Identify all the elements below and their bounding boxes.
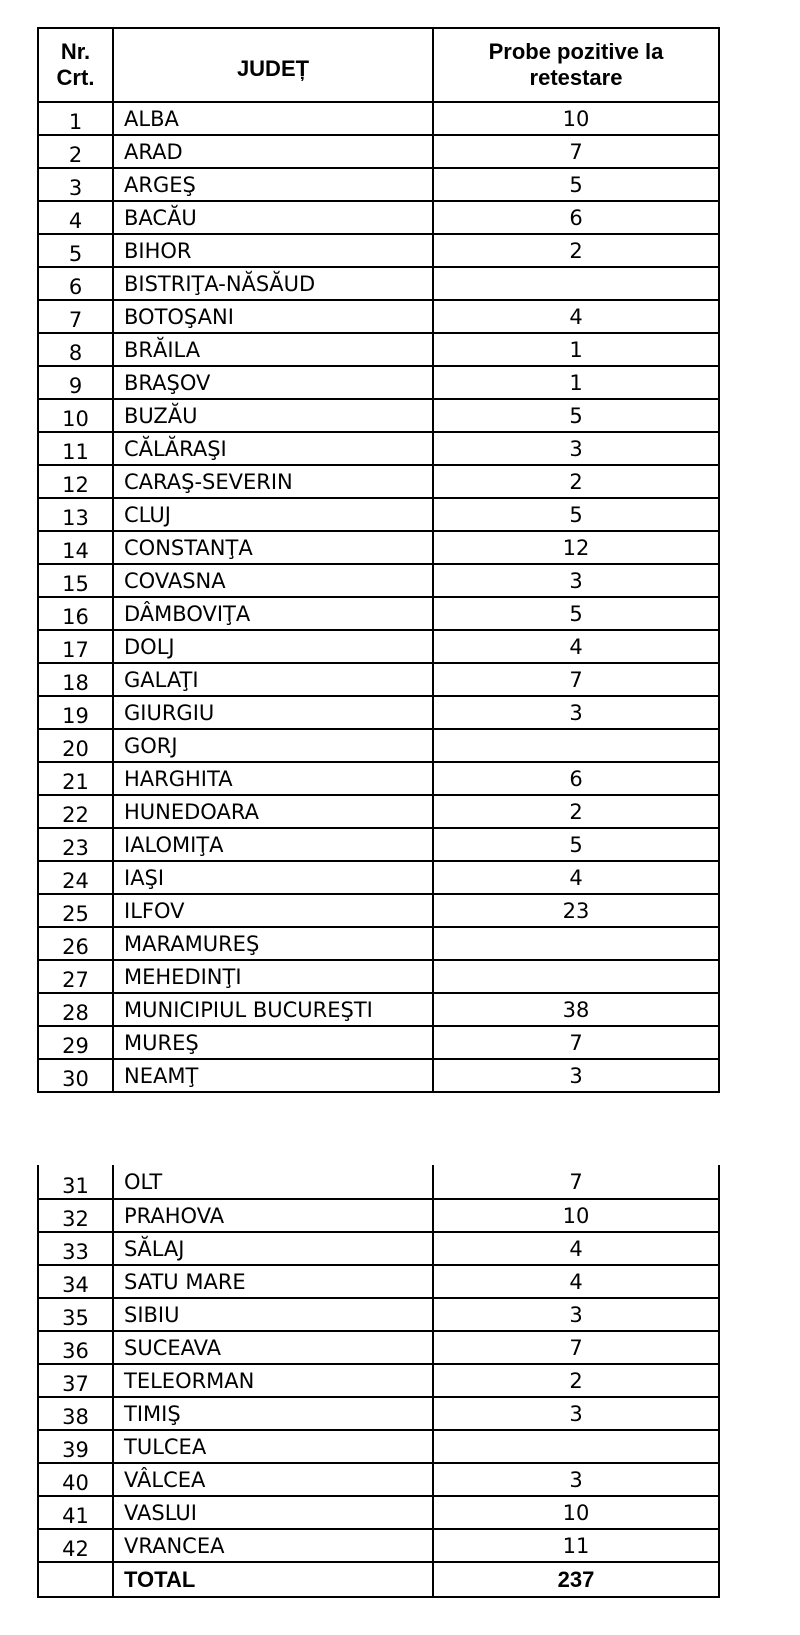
row-positive-count: 3: [433, 564, 719, 597]
row-positive-count: 5: [433, 399, 719, 432]
row-county: BRĂILA: [113, 333, 433, 366]
table-row: [38, 927, 719, 960]
table-row: [38, 1430, 719, 1463]
row-positive-count: 10: [433, 102, 719, 135]
row-positive-count: 4: [433, 300, 719, 333]
table-row: [38, 1397, 719, 1430]
total-label: TOTAL: [113, 1562, 433, 1597]
row-county: ALBA: [113, 102, 433, 135]
row-positive-count: 10: [433, 1199, 719, 1232]
row-positive-count: 5: [433, 168, 719, 201]
row-county: BRAŞOV: [113, 366, 433, 399]
row-county: VASLUI: [113, 1496, 433, 1529]
row-positive-count: 38: [433, 993, 719, 1026]
row-nr: 13: [38, 498, 113, 531]
row-positive-count: 3: [433, 696, 719, 729]
row-positive-count: 5: [433, 498, 719, 531]
table-row: [38, 729, 719, 762]
row-nr: 5: [38, 234, 113, 267]
row-county: GIURGIU: [113, 696, 433, 729]
row-nr: 36: [38, 1331, 113, 1364]
row-county: MUREŞ: [113, 1026, 433, 1059]
row-county: VÂLCEA: [113, 1463, 433, 1496]
row-positive-count: 6: [433, 201, 719, 234]
row-nr: 10: [38, 399, 113, 432]
row-positive-count: 7: [433, 1331, 719, 1364]
row-positive-count: 1: [433, 333, 719, 366]
row-nr: 15: [38, 564, 113, 597]
table-row: [38, 564, 719, 597]
table-row: [38, 861, 719, 894]
table-row: [38, 597, 719, 630]
row-nr: 26: [38, 927, 113, 960]
table-row: [38, 432, 719, 465]
row-positive-count: 23: [433, 894, 719, 927]
table-row: [38, 399, 719, 432]
row-nr: 19: [38, 696, 113, 729]
row-positive-count: 3: [433, 1298, 719, 1331]
row-positive-count: 4: [433, 630, 719, 663]
row-nr: 31: [38, 1165, 113, 1199]
table-row: [38, 1026, 719, 1059]
row-positive-count: 7: [433, 1026, 719, 1059]
row-county: BISTRIŢA-NĂSĂUD: [113, 267, 433, 300]
table-row: [38, 267, 719, 300]
row-county: NEAMŢ: [113, 1059, 433, 1092]
table-body-part-1: [38, 102, 719, 1092]
row-nr: 18: [38, 663, 113, 696]
row-nr: 30: [38, 1059, 113, 1092]
row-positive-count: 5: [433, 828, 719, 861]
row-nr: 7: [38, 300, 113, 333]
row-positive-count: 1: [433, 366, 719, 399]
row-positive-count: 4: [433, 861, 719, 894]
row-nr: 25: [38, 894, 113, 927]
row-nr: 24: [38, 861, 113, 894]
row-positive-count: 2: [433, 234, 719, 267]
row-positive-count: 7: [433, 135, 719, 168]
row-nr: 37: [38, 1364, 113, 1397]
table-row: [38, 663, 719, 696]
row-positive-count: [433, 960, 719, 993]
row-county: CONSTANŢA: [113, 531, 433, 564]
row-nr: 29: [38, 1026, 113, 1059]
total-row: [38, 1562, 719, 1597]
row-nr: 9: [38, 366, 113, 399]
row-positive-count: 10: [433, 1496, 719, 1529]
row-positive-count: 2: [433, 465, 719, 498]
row-nr: 33: [38, 1232, 113, 1265]
table-row: [38, 1265, 719, 1298]
table-row: [38, 696, 719, 729]
row-nr: 4: [38, 201, 113, 234]
row-county: CLUJ: [113, 498, 433, 531]
table-row: [38, 1059, 719, 1092]
table-row: [38, 168, 719, 201]
table-row: [38, 1331, 719, 1364]
row-nr: 27: [38, 960, 113, 993]
row-nr: 42: [38, 1529, 113, 1562]
row-positive-count: 4: [433, 1265, 719, 1298]
row-county: GALAŢI: [113, 663, 433, 696]
row-county: TULCEA: [113, 1430, 433, 1463]
table-body-part-2: [38, 1165, 719, 1562]
row-county: HARGHITA: [113, 762, 433, 795]
table-row: [38, 993, 719, 1026]
row-county: PRAHOVA: [113, 1199, 433, 1232]
row-positive-count: 7: [433, 663, 719, 696]
row-positive-count: 3: [433, 1463, 719, 1496]
row-positive-count: 12: [433, 531, 719, 564]
row-county: IALOMIŢA: [113, 828, 433, 861]
table-row: [38, 894, 719, 927]
row-positive-count: 11: [433, 1529, 719, 1562]
row-nr: 38: [38, 1397, 113, 1430]
row-positive-count: 6: [433, 762, 719, 795]
row-nr: 2: [38, 135, 113, 168]
row-positive-count: 3: [433, 1059, 719, 1092]
row-county: BIHOR: [113, 234, 433, 267]
row-county: MEHEDINŢI: [113, 960, 433, 993]
total-value: 237: [433, 1562, 719, 1597]
row-nr: 8: [38, 333, 113, 366]
row-county: DÂMBOVIŢA: [113, 597, 433, 630]
row-county: VRANCEA: [113, 1529, 433, 1562]
row-county: BOTOŞANI: [113, 300, 433, 333]
row-positive-count: 7: [433, 1165, 719, 1199]
row-positive-count: 3: [433, 1397, 719, 1430]
row-county: HUNEDOARA: [113, 795, 433, 828]
table-row: [38, 102, 719, 135]
row-county: TIMIŞ: [113, 1397, 433, 1430]
row-nr: 41: [38, 1496, 113, 1529]
row-county: IAŞI: [113, 861, 433, 894]
row-county: ARAD: [113, 135, 433, 168]
row-nr: 21: [38, 762, 113, 795]
row-positive-count: [433, 729, 719, 762]
table-row: [38, 531, 719, 564]
row-positive-count: [433, 267, 719, 300]
table-row: [38, 498, 719, 531]
table-row: [38, 630, 719, 663]
row-positive-count: 5: [433, 597, 719, 630]
row-county: BUZĂU: [113, 399, 433, 432]
row-county: MARAMUREŞ: [113, 927, 433, 960]
row-county: MUNICIPIUL BUCUREŞTI: [113, 993, 433, 1026]
table-row: [38, 1496, 719, 1529]
row-county: ILFOV: [113, 894, 433, 927]
table-row: [38, 1165, 719, 1199]
header-county: JUDEȚ: [113, 28, 433, 102]
row-positive-count: 4: [433, 1232, 719, 1265]
row-nr: 12: [38, 465, 113, 498]
row-nr: 35: [38, 1298, 113, 1331]
row-nr: 16: [38, 597, 113, 630]
row-positive-count: [433, 927, 719, 960]
table-row: [38, 1199, 719, 1232]
row-county: SĂLAJ: [113, 1232, 433, 1265]
row-nr: 39: [38, 1430, 113, 1463]
table-row: [38, 1298, 719, 1331]
table-row: [38, 1529, 719, 1562]
row-county: GORJ: [113, 729, 433, 762]
header-positive-retests: Probe pozitive la retestare: [433, 28, 719, 102]
table-row: [38, 960, 719, 993]
row-nr: 14: [38, 531, 113, 564]
table-row: [38, 465, 719, 498]
row-county: SATU MARE: [113, 1265, 433, 1298]
row-county: CĂLĂRAŞI: [113, 432, 433, 465]
row-county: DOLJ: [113, 630, 433, 663]
row-county: TELEORMAN: [113, 1364, 433, 1397]
table-row: [38, 1232, 719, 1265]
table-row: [38, 1364, 719, 1397]
table-row: [38, 366, 719, 399]
row-positive-count: [433, 1430, 719, 1463]
header-row: [38, 28, 719, 102]
table-row: [38, 762, 719, 795]
row-nr: 6: [38, 267, 113, 300]
row-positive-count: 3: [433, 432, 719, 465]
table-row: [38, 201, 719, 234]
row-county: SIBIU: [113, 1298, 433, 1331]
table-row: [38, 1463, 719, 1496]
row-nr: 20: [38, 729, 113, 762]
row-nr: 23: [38, 828, 113, 861]
table-row: [38, 135, 719, 168]
row-positive-count: 2: [433, 795, 719, 828]
row-county: COVASNA: [113, 564, 433, 597]
row-county: BACĂU: [113, 201, 433, 234]
row-county: ARGEŞ: [113, 168, 433, 201]
table-row: [38, 795, 719, 828]
county-table-part-1: [37, 27, 720, 1093]
row-nr: 1: [38, 102, 113, 135]
table-row: [38, 300, 719, 333]
row-nr: 40: [38, 1463, 113, 1496]
row-nr: 34: [38, 1265, 113, 1298]
header-nr-crt: Nr. Crt.: [38, 28, 113, 102]
row-nr: 3: [38, 168, 113, 201]
row-county: OLT: [113, 1165, 433, 1199]
table-row: [38, 234, 719, 267]
table-row: [38, 828, 719, 861]
row-nr: 17: [38, 630, 113, 663]
row-nr: 28: [38, 993, 113, 1026]
total-nr-cell: [38, 1562, 113, 1597]
row-nr: 32: [38, 1199, 113, 1232]
table-row: [38, 333, 719, 366]
row-nr: 22: [38, 795, 113, 828]
county-table-part-2: [37, 1165, 720, 1598]
row-county: SUCEAVA: [113, 1331, 433, 1364]
row-positive-count: 2: [433, 1364, 719, 1397]
row-nr: 11: [38, 432, 113, 465]
row-county: CARAŞ-SEVERIN: [113, 465, 433, 498]
